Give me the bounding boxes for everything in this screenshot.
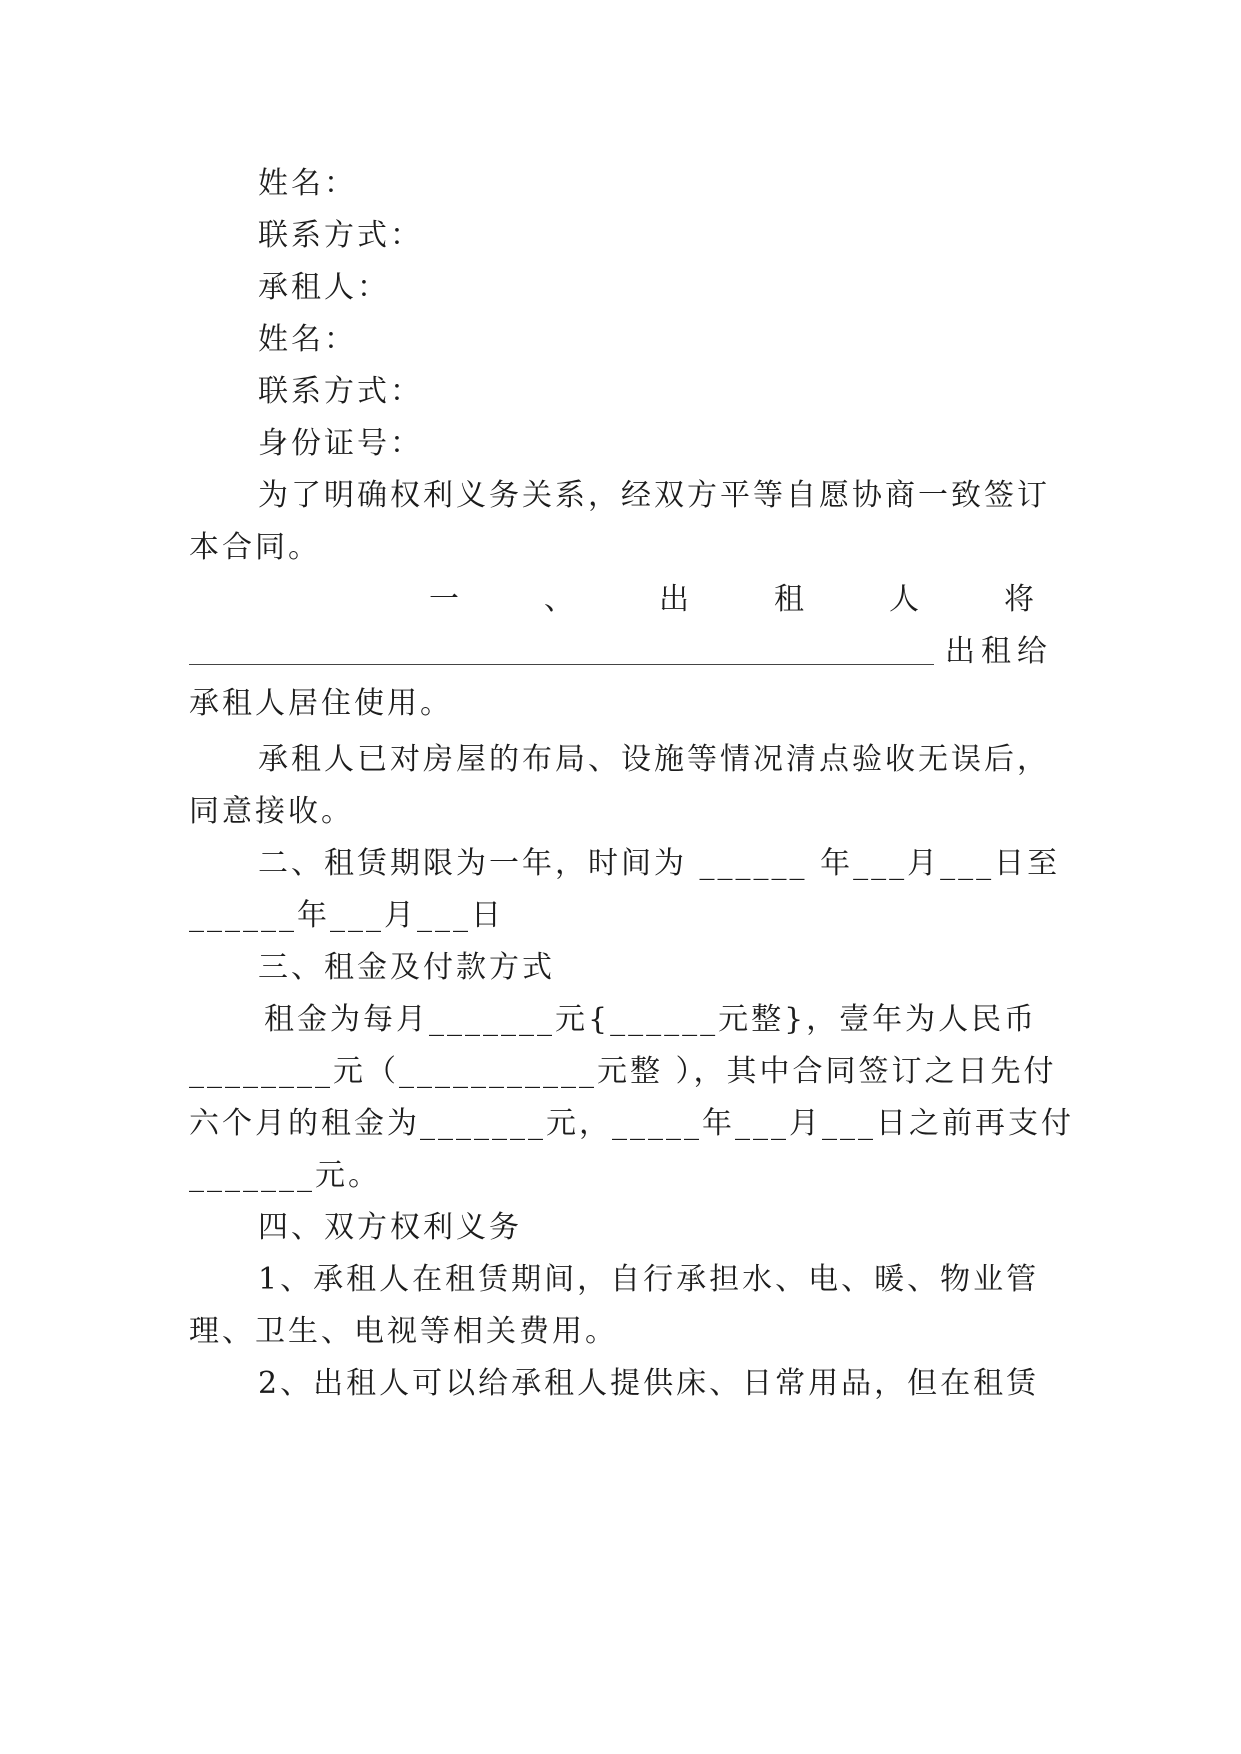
rent-heading: 三、租金及付款方式 [258,950,555,985]
clause-one-char: 出 [659,582,689,617]
lease-term-line-1: 二、租赁期限为一年，时间为 ______ 年___月___日至 [258,846,1061,881]
clause-one-heading [189,580,1049,620]
preamble-line-1: 为了明确权利义务关系，经双方平等自愿协商一致签订 [258,478,1050,513]
property-blank-line [0,632,1241,672]
tenant-name-label: 姓名： [258,322,357,357]
acceptance-line-2: 同意接收。 [189,794,354,829]
clause-one-char: 人 [889,582,919,617]
rent-line-4: _______元。 [189,1158,381,1193]
tenant-contact-label: 联系方式： [258,374,423,409]
clause-one-char: 将 [1004,582,1034,617]
preamble-line-2: 本合同。 [189,530,321,565]
landlord-contact-label: 联系方式： [258,218,423,253]
clause-one-char: 、 [544,582,574,617]
clause-one-char: 租 [774,582,804,617]
rent-line-2: ________元（___________元整 ），其中合同签订之日先付 [189,1054,1057,1089]
tenant-heading: 承租人： [258,270,390,305]
rights-item-1-line-2: 理、卫生、电视等相关费用。 [189,1314,618,1349]
rights-heading: 四、双方权利义务 [258,1210,522,1245]
acceptance-line-1: 承租人已对房屋的布局、设施等情况清点验收无误后， [258,742,1050,777]
lease-to-text: 出租给 [945,634,1053,669]
rent-line-3: 六个月的租金为_______元，_____年___月___日之前再支付 [189,1106,1074,1141]
clause-one-tail: 承租人居住使用。 [189,686,453,721]
rights-item-2-line-1: 2、出租人可以给承租人提供床、日常用品，但在租赁 [258,1366,1040,1401]
clause-one-char: 一 [429,582,459,617]
rent-line-1: 租金为每月_______元{______元整}，壹年为人民币 [264,1002,1038,1037]
property-blank-rule [189,664,934,665]
rights-item-1-line-1: 1、承租人在租赁期间，自行承担水、电、暖、物业管 [258,1262,1040,1297]
landlord-name-label: 姓名： [258,166,357,201]
lease-term-line-2: ______年___月___日 [189,898,504,933]
tenant-id-label: 身份证号： [258,426,423,461]
